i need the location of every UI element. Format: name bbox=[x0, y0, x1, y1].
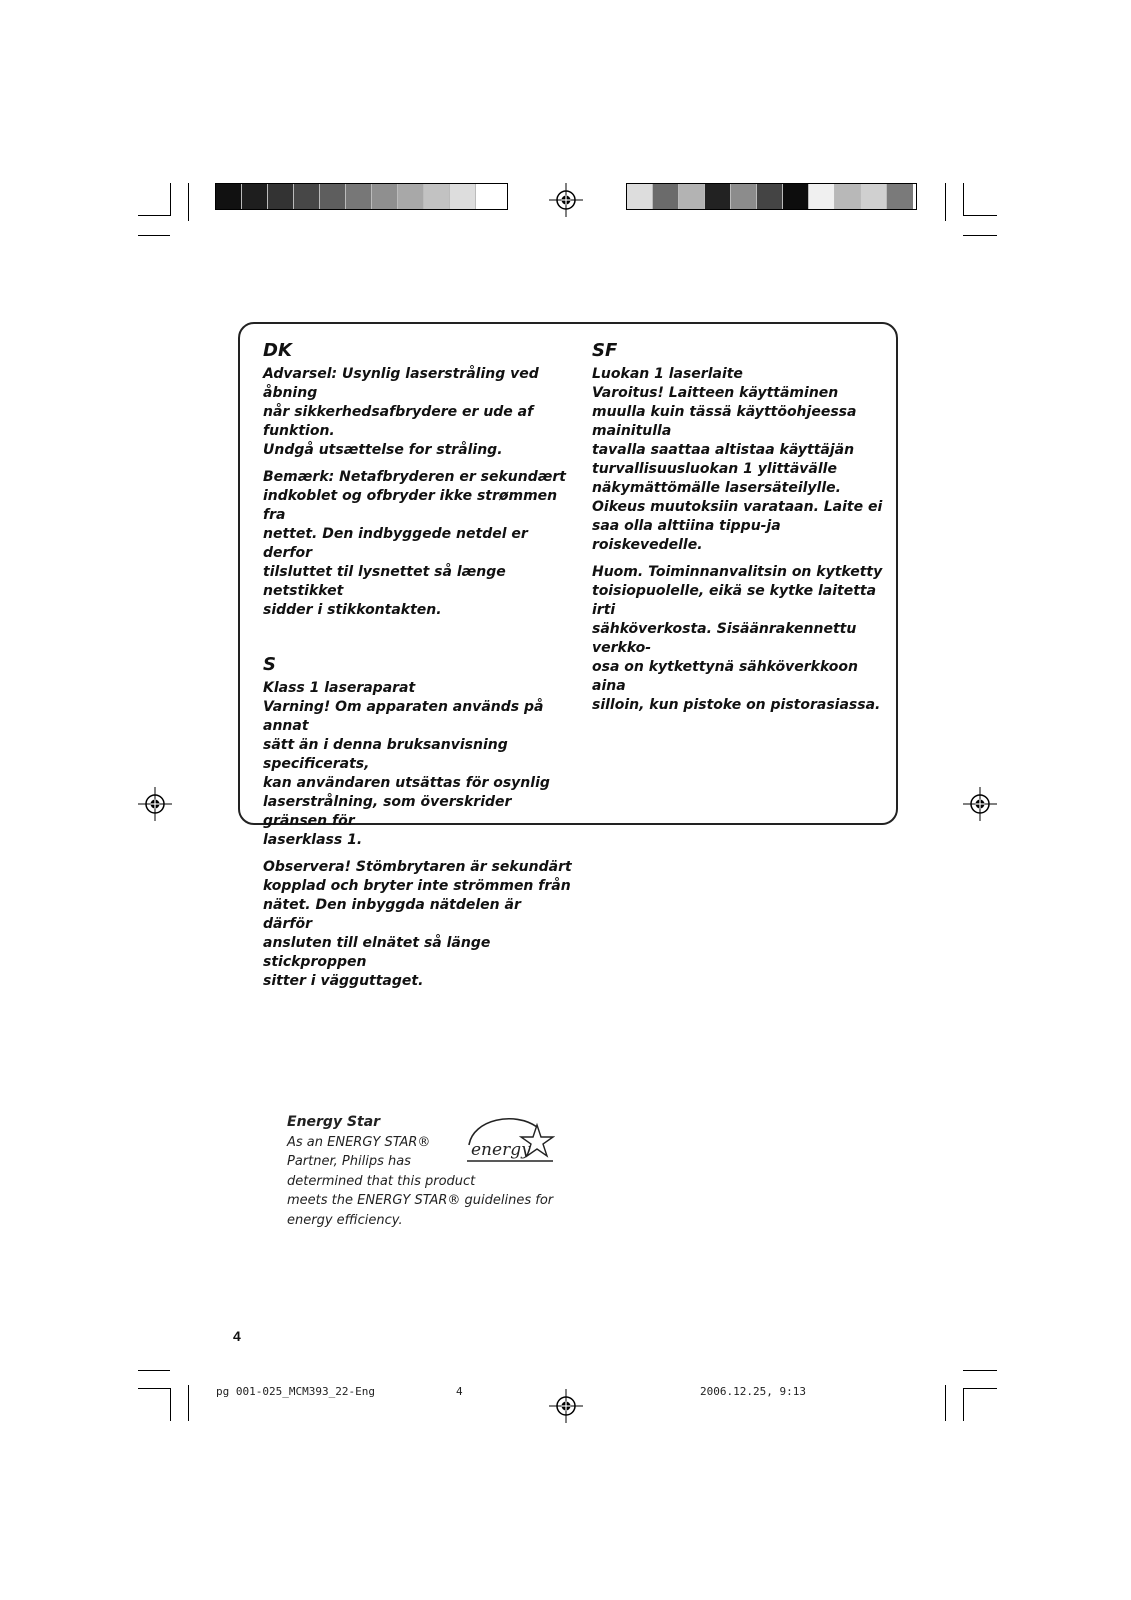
color-swatch bbox=[627, 184, 653, 209]
registration-mark-bottom-icon bbox=[549, 1389, 583, 1423]
color-swatch bbox=[705, 184, 731, 209]
section-dk bbox=[263, 340, 573, 999]
color-swatch bbox=[450, 184, 476, 209]
energy-star-body: As an ENERGY STAR® Partner, Philips has determined that this product meets the ENERGY STAR® guidelines for energy efficiency. bbox=[287, 1134, 554, 1228]
energy-star-title: Energy Star bbox=[287, 1114, 381, 1130]
footer-page: 4 bbox=[456, 1385, 463, 1398]
color-swatch bbox=[835, 184, 861, 209]
color-swatch bbox=[424, 184, 450, 209]
color-swatch bbox=[372, 184, 398, 209]
footer-file-name: pg 001-025_MCM393_22-Eng bbox=[216, 1385, 375, 1398]
color-swatch bbox=[653, 184, 679, 209]
color-swatch bbox=[320, 184, 346, 209]
registration-mark-top-icon bbox=[549, 183, 583, 217]
section-sf-warning: Luokan 1 laserlaite Varoitus! Laitteen käyttäminen muulla kuin tässä käyttöohjeessa mainitulla tavalla saattaa altistaa käyttäjän turvallisuusluokan 1 ylittävälle näkymättömälle lasersäteilylle. Oikeus muutoksiin varataan. Laite ei saa olla alttiina tippu-ja roiskevedelle. bbox=[592, 366, 883, 553]
section-sf-note: Huom. Toiminnanvalitsin on kytketty toisiopuolelle, eikä se kytke laitetta irti sähköverkosta. Sisäänrakennettu verkko- osa on kytkettynä sähköverkkoon aina silloin, kun pistoke on pistorasiassa. bbox=[592, 564, 883, 713]
color-swatch bbox=[887, 184, 913, 209]
section-dk-warning: Advarsel: Usynlig laserstråling ved åbning når sikkerhedsafbrydere er ude af funktion. Undgå utsættelse for stråling. bbox=[263, 366, 539, 458]
color-swatch bbox=[731, 184, 757, 209]
section-dk-heading: DK bbox=[263, 340, 292, 361]
color-swatch bbox=[476, 184, 502, 209]
section-sf-heading: SF bbox=[592, 340, 618, 361]
color-calibration-bar-left bbox=[215, 183, 508, 210]
registration-mark-left-icon bbox=[138, 787, 172, 821]
color-swatch bbox=[861, 184, 887, 209]
footer-datetime: 2006.12.25, 9:13 bbox=[700, 1385, 806, 1398]
section-s-heading: S bbox=[263, 654, 276, 675]
color-swatch bbox=[757, 184, 783, 209]
section-s-warning: Klass 1 laseraparat Varning! Om apparaten används på annat sätt än i denna bruksanvisning specificerats, kan användaren utsättas för osynlig laserstrålning, som överskrider gränsen för laserklass 1. bbox=[263, 680, 550, 848]
section-dk-note: Bemærk: Netafbryderen er sekundært indkoblet og ofbryder ikke strømmen fra nettet. Den indbyggede netdel er derfor tilsluttet til lysnettet så længe netstikket sidder i stikkontakten. bbox=[263, 469, 566, 618]
color-swatch bbox=[346, 184, 372, 209]
section-s-note: Observera! Stömbrytaren är sekundärt kopplad och bryter inte strömmen från nätet. Den inbyggda nätdelen är därför ansluten till elnätet så länge stickproppen sitter i vägguttaget. bbox=[263, 859, 572, 989]
color-swatch bbox=[268, 184, 294, 209]
energy-star-logo-icon bbox=[463, 1113, 555, 1167]
page-number: 4 bbox=[233, 1328, 241, 1344]
registration-mark-right-icon bbox=[963, 787, 997, 821]
section-sf bbox=[592, 340, 892, 723]
color-swatch bbox=[242, 184, 268, 209]
color-swatch bbox=[216, 184, 242, 209]
energy-star-logo-text: energy bbox=[471, 1140, 531, 1160]
color-swatch bbox=[809, 184, 835, 209]
color-swatch bbox=[783, 184, 809, 209]
color-swatch bbox=[398, 184, 424, 209]
color-swatch bbox=[294, 184, 320, 209]
color-calibration-bar-right bbox=[626, 183, 917, 210]
color-swatch bbox=[679, 184, 705, 209]
